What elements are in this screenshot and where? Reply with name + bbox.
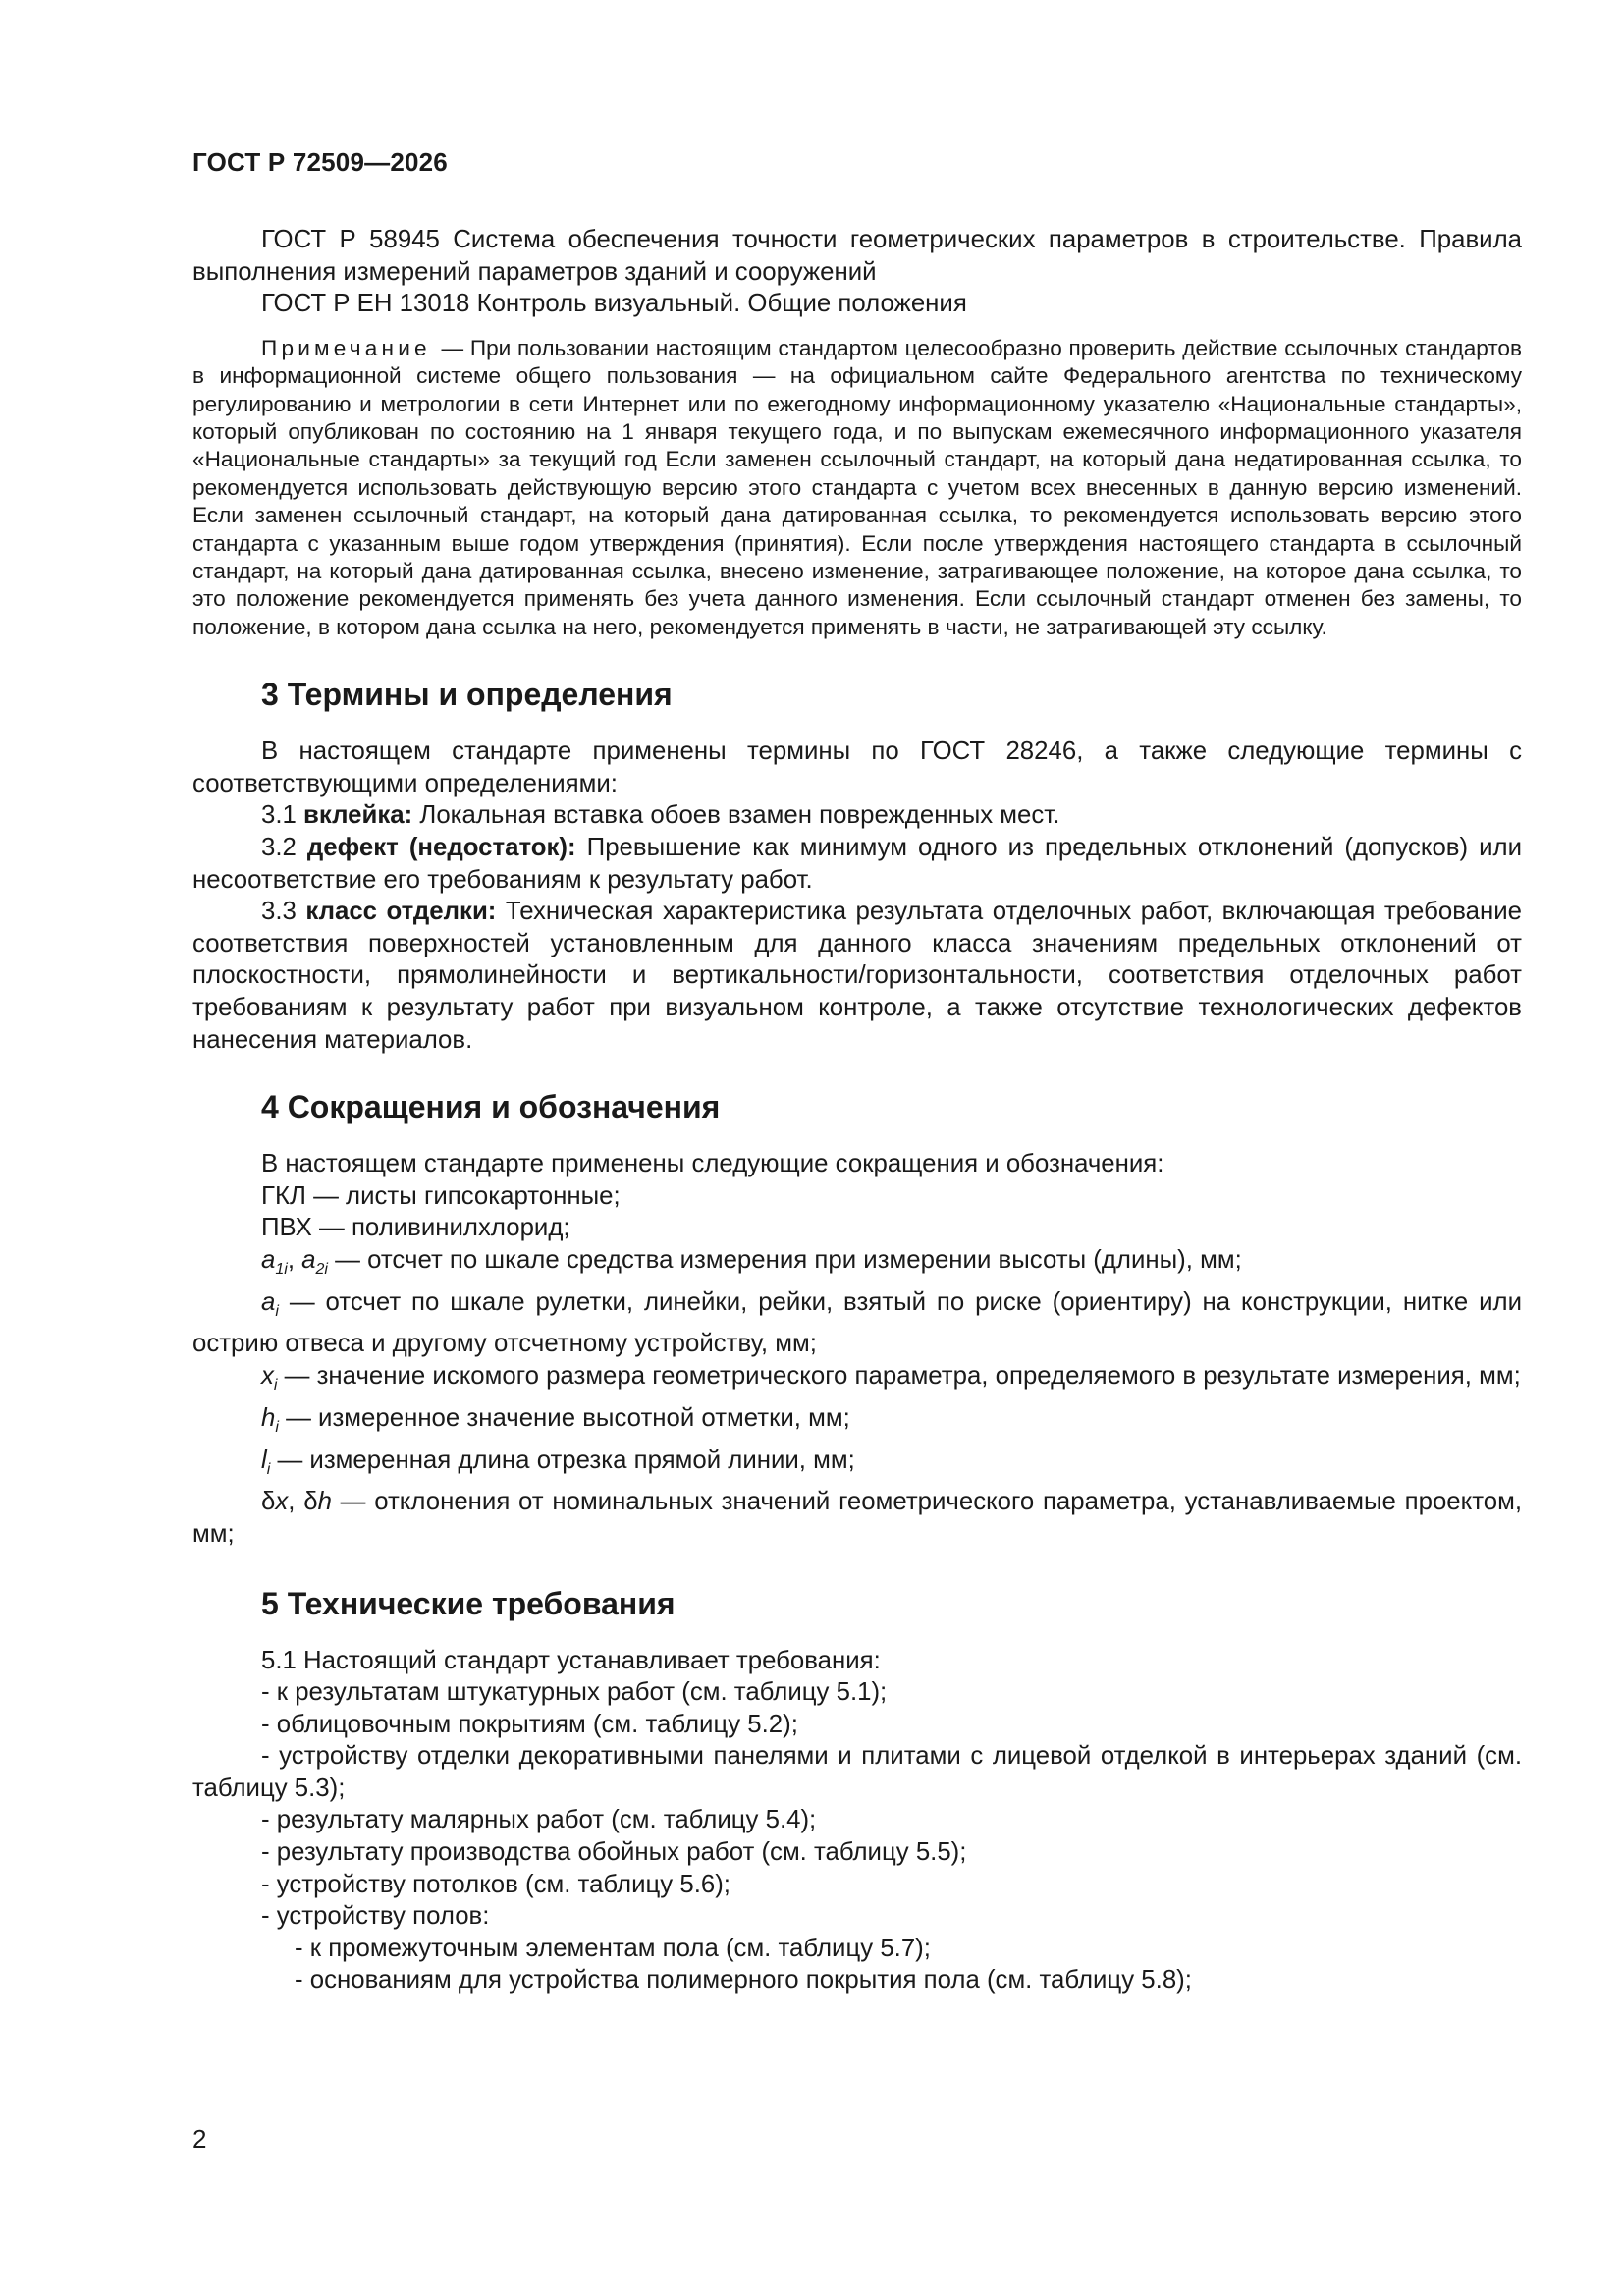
requirement-subitem: - основаниям для устройства полимерного покрытия пола (см. таблицу 5.8); <box>295 1966 1192 1995</box>
symbol-item: $a_{1i}$, $a_{2i}$ — отсчет по шкале средства измерения при измерении высоты (длины), мм; <box>261 1245 1242 1279</box>
section-3-title: 3 Термины и определения <box>261 677 673 713</box>
requirement-item: - устройству отделки декоративными панелями и плитами с лицевой отделкой в интерьерах зданий (см. таблицу 5.3); <box>192 1742 1522 1802</box>
term-name: вклейка: <box>303 801 413 830</box>
term-definition: 3.3 класс отделки: Техническая характеристика результата отделочных работ, включающая требование соответствия поверхностей установленным для данного класса значениям предельных отклонений от плоскостности, прямолинейности и вертикальности/горизонтальности, соответствия отделочных работ требованиям к результату работ при визуальном контроле, а также отсутствие технологических дефектов нанесения материалов. <box>192 898 1522 1054</box>
symbol-item: $l_i$ — измеренная длина отрезка прямой линии, мм; <box>261 1446 855 1478</box>
requirement-item: - результату малярных работ (см. таблицу 5.4); <box>261 1806 817 1834</box>
requirement-item: - облицовочным покрытиям (см. таблицу 5.2); <box>261 1710 798 1738</box>
normative-reference: ГОСТ Р ЕН 13018 Контроль визуальный. Общие положения <box>261 290 967 318</box>
normative-reference: ГОСТ Р 58945 Система обеспечения точности геометрических параметров в строительстве. Правила выполнения измерений параметров зданий и сооружений <box>192 226 1522 286</box>
abbreviation-item: ГКЛ — листы гипсокартонные; <box>261 1181 621 1210</box>
section-4-title: 4 Сокращения и обозначения <box>261 1089 721 1125</box>
symbol-item: $h_i$ — измеренное значение высотной отметки, мм; <box>261 1403 850 1436</box>
requirement-item: 5.1 Настоящий стандарт устанавливает требования: <box>261 1646 881 1674</box>
page-number: 2 <box>192 2124 207 2154</box>
section-3-intro: В настоящем стандарте применены термины по ГОСТ 28246, а также следующие термины с соответствующими определениями: <box>192 738 1522 797</box>
note-text: — При пользовании настоящим стандартом целесообразно проверить действие ссылочных стандартов в информационной системе общего пользования — на официальном сайте Федерального агентства по техническому регулированию и метрологии в сети Интернет или по ежегодному информационному указателю «Национальные стандарты», который опубликован по состоянию на 1 января текущего года, и по выпускам ежемесячного информационного указателя «Национальные стандарты» за текущий год Если заменен ссылочный стандарт, на который дана недатированная ссылка, то рекомендуется использовать действующую версию этого стандарта с учетом всех внесенных в данную версию изменений. Если заменен ссылочный стандарт, на который дана датированная ссылка, то рекомендуется использовать версию этого стандарта с указанным выше годом утверждения (принятия). Если после утверждения настоящего стандарта в ссылочный стандарт, на который дана датированная ссылка, внесено изменение, затрагивающее положение, на которое дана ссылка, то это положение рекомендуется применять без учета данного изменения. Если ссылочный стандарт отменен без замены, то положение, в котором дана ссылка на него, рекомендуется применять в части, не затрагивающей эту ссылку. <box>192 335 1523 639</box>
page-content <box>192 224 1522 1996</box>
term-name: дефект (недостаток): <box>306 834 576 862</box>
note-paragraph <box>192 335 1522 641</box>
requirement-item: - к результатам штукатурных работ (см. таблицу 5.1); <box>261 1678 888 1707</box>
requirement-item: - устройству полов: <box>261 1902 490 1931</box>
term-name: класс отделки: <box>305 898 497 926</box>
requirement-item: - устройству потолков (см. таблицу 5.6); <box>261 1870 730 1898</box>
requirement-subitem: - к промежуточным элементам пола (см. таблицу 5.7); <box>295 1934 931 1962</box>
requirement-item: - результату производства обойных работ (см. таблицу 5.5); <box>261 1838 967 1867</box>
section-4-intro: В настоящем стандарте применены следующие сокращения и обозначения: <box>261 1150 1164 1178</box>
term-definition: 3.2 дефект (недостаток): Превышение как минимум одного из предельных отклонений (допусков) или несоответствие его требованиям к результату работ. <box>192 834 1523 894</box>
note-label: Примечание <box>261 335 431 360</box>
section-5-title: 5 Технические требования <box>261 1585 676 1621</box>
abbreviation-item: ПВХ — поливинилхлорид; <box>261 1214 570 1242</box>
symbol-item: $a_i$ — отсчет по шкале рулетки, линейки, рейки, взятый по риске (ориентиру) на конструкции, нитке или острию отвеса и другому отсчетному устройству, мм; <box>192 1287 1522 1358</box>
term-definition: 3.1 вклейка: Локальная вставка обоев взамен поврежденных мест. <box>261 801 1060 830</box>
symbol-item: $x_i$ — значение искомого размера геометрического параметра, определяемого в результате измерения, мм; <box>261 1362 1521 1394</box>
document-header: ГОСТ Р 72509—2026 <box>192 147 448 177</box>
symbol-item: δx, δh — отклонения от номинальных значений геометрического параметра, устанавливаемые проектом, мм; <box>192 1488 1522 1548</box>
